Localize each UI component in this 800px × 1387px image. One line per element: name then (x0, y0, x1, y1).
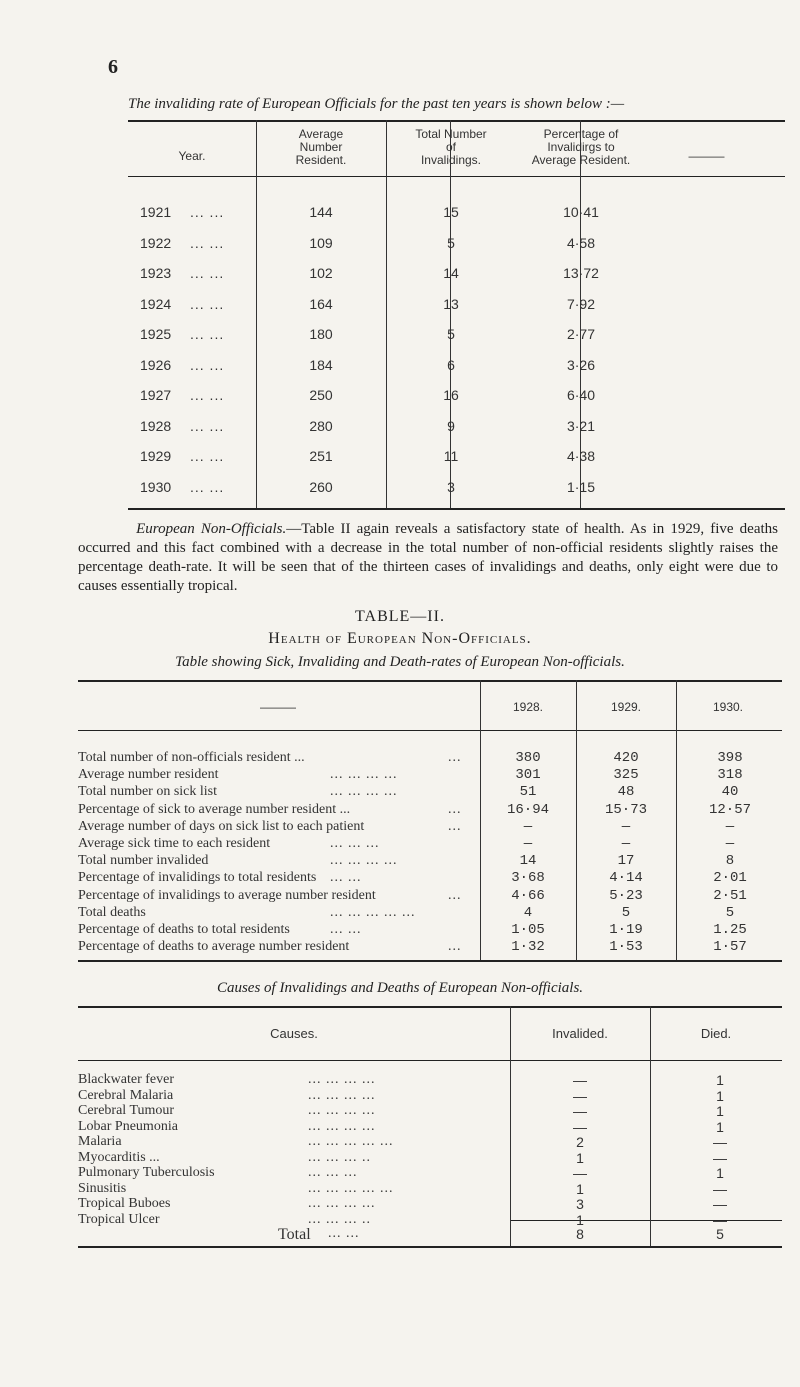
paragraph-text: —Table II again reveals a satisfactory state of health. As in 1929, five deaths occurred and this fact combined with a decrease in the total number of non-official residents slightly raises the percentage death-rate. It will be seen that of the thirteen cases of invalidings and deaths, only eight were due to causes essentially tropical. (78, 521, 778, 594)
died-cell: 1 (716, 1165, 724, 1181)
table3-caption: Causes of Invalidings and Deaths of European Non-officials. (216, 980, 584, 996)
leader-dots: ... ... ... ... (308, 1118, 376, 1134)
value-cell: 14 (519, 853, 537, 870)
table-row (78, 784, 782, 802)
table-row (128, 387, 785, 419)
year-cell: 1923 (140, 265, 172, 281)
leader-dots: ... (448, 887, 462, 903)
row-label-text: Average number resident (78, 767, 219, 783)
value-cell: 17 (617, 853, 635, 870)
table-row (128, 448, 785, 480)
table-row (128, 418, 785, 450)
table-row (78, 853, 782, 871)
average-cell: 109 (309, 234, 333, 251)
year-cell: 1926 (140, 356, 172, 373)
invaliding-table (128, 120, 785, 510)
died-cell: 1 (716, 1072, 724, 1088)
value-cell: 1·05 (511, 922, 545, 938)
leader-dots: ... ... (190, 326, 225, 342)
value-cell: 1·32 (511, 939, 545, 956)
value-cell: 1·57 (713, 939, 747, 956)
row-label (78, 922, 478, 938)
total-cell: 6 (447, 356, 455, 373)
table-row (128, 357, 785, 389)
cause-text: Cerebral Tumour (78, 1103, 175, 1118)
value-cell: — (725, 836, 735, 852)
leader-dots: ... ... (330, 870, 362, 886)
percentage-cell: 4·58 (566, 234, 596, 251)
table-row (78, 819, 782, 837)
table-row (128, 235, 785, 267)
table-row (78, 1088, 782, 1105)
header-average-line: Number (299, 140, 343, 154)
value-cell: — (621, 836, 631, 852)
table-row (78, 1119, 782, 1136)
percentage-cell: 3·26 (566, 356, 596, 373)
leader-dots: ... ... (328, 1226, 360, 1241)
invalided-cell: 1 (576, 1211, 584, 1228)
value-cell: 40 (721, 784, 739, 801)
non-officials-paragraph (78, 520, 778, 596)
cause-text: Lobar Pneumonia (78, 1118, 178, 1134)
value-cell: 301 (515, 767, 541, 784)
table-row (78, 922, 782, 940)
invalided-cell: 3 (576, 1196, 584, 1212)
header-1930: 1930. (712, 700, 744, 714)
invalided-cell: — (573, 1118, 587, 1135)
header-pct-line: Invalidirgs to (547, 140, 615, 154)
top-rule (78, 1006, 782, 1008)
header-year: Year. (178, 149, 206, 163)
average-cell: 180 (309, 326, 333, 342)
leader-dots: ... ... ... ... (308, 1087, 376, 1103)
header-average-line: Average (298, 127, 344, 141)
total-invalided: 8 (576, 1226, 584, 1242)
cause-label (78, 1072, 508, 1088)
cause-text: Tropical Ulcer (78, 1211, 160, 1227)
cause-text: Tropical Buboes (78, 1196, 171, 1211)
leader-dots: ... ... ... ... (330, 767, 398, 783)
header-blank: ——— (688, 149, 725, 163)
total-died: 5 (716, 1226, 724, 1242)
leader-dots: ... ... ... ... (308, 1072, 376, 1087)
leader-dots: ... (448, 801, 462, 817)
header-total-line: Total Number (415, 127, 487, 141)
total-cell: 9 (447, 417, 455, 434)
row-label-text: Percentage of sick to average number resident ... (78, 801, 351, 817)
row-label (78, 853, 478, 869)
value-cell: 15·73 (604, 801, 647, 818)
health-table (78, 680, 782, 962)
value-cell: — (523, 818, 533, 835)
table2-title: TABLE—II. (355, 608, 445, 625)
invalided-cell: — (573, 1072, 587, 1088)
bottom-rule (78, 1246, 782, 1248)
average-cell: 280 (309, 417, 333, 434)
leader-dots: ... ... ... ... (308, 1196, 376, 1211)
row-label-text: Percentage of deaths to average number resident (78, 939, 350, 955)
invalided-cell: 1 (576, 1180, 584, 1197)
cause-text: Pulmonary Tuberculosis (78, 1165, 215, 1180)
leader-dots: ... ... (190, 265, 225, 281)
table-row (78, 802, 782, 820)
invalided-cell: — (573, 1165, 587, 1181)
table-row (78, 1196, 782, 1213)
leader-dots: ... ... ... ... (330, 784, 398, 800)
value-cell: 3·68 (511, 870, 545, 887)
percentage-cell: 1·15 (566, 478, 596, 495)
leader-dots: ... ... (330, 922, 362, 937)
value-cell: 4·66 (511, 887, 545, 904)
leader-dots: ... ... ... (308, 1165, 358, 1180)
row-label (78, 784, 478, 800)
died-cell: — (713, 1180, 727, 1197)
leader-dots: ... ... ... ... ... (308, 1180, 394, 1196)
table-row (78, 1150, 782, 1167)
year-cell: 1928 (140, 417, 172, 434)
cause-label (78, 1119, 508, 1135)
year-cell: 1930 (140, 478, 172, 495)
cause-label (78, 1196, 508, 1212)
total-cell: 14 (443, 265, 459, 281)
table-row (128, 265, 785, 297)
average-cell: 251 (309, 448, 333, 464)
cause-text: Cerebral Malaria (78, 1087, 174, 1103)
table-row (78, 1181, 782, 1198)
died-cell: — (713, 1134, 727, 1150)
leader-dots: ... ... ... ... ... (308, 1134, 394, 1149)
value-cell: 12·57 (708, 801, 751, 818)
header-1929: 1929. (610, 700, 642, 714)
cause-label (78, 1134, 508, 1150)
top-rule (128, 120, 785, 122)
value-cell: 420 (613, 750, 639, 766)
table-row (128, 204, 785, 236)
total-cell: 15 (443, 204, 459, 220)
leader-dots: ... (448, 818, 462, 834)
total-cell: 5 (447, 234, 455, 251)
died-cell: — (713, 1211, 727, 1228)
value-cell: 1·19 (609, 922, 643, 938)
year-cell: 1929 (140, 448, 172, 464)
leader-dots: ... ... (190, 478, 225, 495)
row-label (78, 802, 478, 818)
table-row (78, 836, 782, 854)
invalided-cell: — (573, 1087, 587, 1104)
row-label (78, 750, 478, 766)
cause-text: Malaria (78, 1134, 122, 1149)
row-label (78, 905, 478, 921)
average-cell: 184 (309, 356, 333, 373)
leader-dots: ... ... ... .. (308, 1211, 371, 1227)
table-row (78, 939, 782, 957)
row-label (78, 836, 478, 852)
leader-dots: ... ... (190, 448, 225, 464)
value-cell: 5·23 (609, 887, 643, 904)
average-cell: 144 (309, 204, 333, 220)
intro-text: The invaliding rate of European Officials for the past ten years is shown below :— (128, 96, 625, 112)
died-cell: — (713, 1149, 727, 1166)
leader-dots: ... ... ... ... (330, 853, 398, 869)
value-cell: 5 (621, 904, 631, 921)
table-row (78, 1165, 782, 1182)
value-cell: 325 (613, 767, 639, 784)
total-cell: 16 (443, 387, 459, 403)
header-died: Died. (700, 1026, 732, 1041)
row-label-text: Total deaths (78, 904, 146, 920)
table-row (78, 905, 782, 923)
header-total-line: of (445, 140, 456, 154)
row-label (78, 939, 478, 955)
table-row (78, 1072, 782, 1089)
value-cell: 1·53 (609, 939, 643, 956)
bottom-rule (78, 960, 782, 962)
average-cell: 250 (309, 387, 333, 403)
cause-text: Sinusitis (78, 1180, 127, 1196)
percentage-cell: 4·38 (566, 448, 596, 464)
cause-text: Blackwater fever (78, 1072, 174, 1087)
average-cell: 102 (309, 265, 333, 281)
invalided-cell: — (573, 1103, 587, 1119)
value-cell: 318 (717, 767, 743, 784)
header-pct-line: Average Resident. (531, 153, 631, 167)
total-row (78, 1226, 782, 1243)
leader-dots: ... ... (190, 204, 225, 220)
table-row (78, 1134, 782, 1151)
row-label-text: Average sick time to each resident (78, 836, 271, 851)
leader-dots: ... (448, 750, 462, 765)
header-rule (78, 1060, 782, 1061)
header-blank: ——— (260, 700, 296, 714)
died-cell: 1 (716, 1118, 724, 1135)
value-cell: 2·01 (713, 870, 747, 887)
row-label-text: Percentage of deaths to total residents (78, 922, 290, 937)
value-cell: 51 (519, 784, 537, 801)
value-cell: 16·94 (506, 801, 549, 818)
value-cell: — (621, 818, 631, 835)
percentage-cell: 13·72 (563, 265, 599, 281)
died-cell: 1 (716, 1103, 724, 1119)
header-total-line: Invalidings. (420, 153, 482, 167)
table2-subtitle: Health of European Non-Officials. (268, 630, 532, 647)
died-cell: 1 (716, 1087, 724, 1104)
leader-dots: ... ... (190, 356, 225, 373)
year-cell: 1924 (140, 295, 172, 312)
header-causes: Causes. (270, 1026, 318, 1041)
leader-dots: ... ... ... (330, 836, 380, 851)
page-number: 6 (108, 56, 118, 78)
year-cell: 1927 (140, 387, 172, 403)
percentage-cell: 6·40 (566, 387, 596, 403)
row-label-text: Average number of days on sick list to each patient (78, 818, 365, 834)
leader-dots: ... ... (190, 295, 225, 312)
died-cell: — (713, 1196, 727, 1212)
leader-dots: ... ... (190, 234, 225, 251)
row-label-text: Total number on sick list (78, 784, 218, 800)
row-label (78, 819, 478, 835)
value-cell: 1.25 (713, 922, 747, 938)
row-label-text: Total number of non-officials resident ... (78, 750, 305, 765)
year-cell: 1921 (140, 204, 172, 220)
header-1928: 1928. (512, 700, 544, 714)
percentage-cell: 10·41 (563, 204, 599, 220)
total-cell: 5 (447, 326, 455, 342)
paragraph-lead: European Non-Officials. (136, 521, 287, 537)
total-cell: 3 (447, 478, 455, 495)
invalided-cell: 1 (576, 1149, 584, 1166)
value-cell: 380 (515, 750, 541, 766)
cause-label (78, 1103, 508, 1119)
row-label-text: Percentage of invalidings to total residents (78, 870, 317, 886)
leader-dots: ... ... (190, 417, 225, 434)
leader-dots: ... ... ... ... (308, 1103, 376, 1118)
cause-label (78, 1181, 508, 1197)
row-label (78, 767, 478, 783)
percentage-cell: 7·92 (566, 295, 596, 312)
leader-dots: ... ... ... ... ... (330, 904, 416, 920)
year-cell: 1925 (140, 326, 172, 342)
header-average-line: Resident. (295, 153, 347, 167)
percentage-cell: 2·77 (566, 326, 596, 342)
value-cell: — (725, 818, 735, 835)
value-cell: 398 (717, 750, 743, 766)
header-average (256, 128, 386, 167)
value-cell: 5 (725, 904, 735, 921)
leader-dots: ... (448, 939, 462, 955)
header-total (386, 128, 516, 167)
header-pct-line: Percentage of (543, 127, 619, 141)
table-row (128, 479, 785, 511)
invalided-cell: 2 (576, 1134, 584, 1150)
percentage-cell: 3·21 (566, 417, 596, 434)
header-rule (128, 176, 785, 177)
cause-label (78, 1088, 508, 1104)
table-row (78, 1103, 782, 1120)
row-label-text: Total number invalided (78, 853, 209, 869)
row-label-text: Percentage of invalidings to average number resident (78, 887, 376, 903)
total-cell: 11 (443, 448, 459, 464)
row-label (78, 870, 478, 886)
cause-label (78, 1150, 508, 1166)
value-cell: 4 (523, 904, 533, 921)
row-label (78, 888, 478, 904)
average-cell: 260 (309, 478, 333, 495)
average-cell: 164 (309, 295, 333, 312)
table-row (128, 326, 785, 358)
table2-caption: Table showing Sick, Invaliding and Death-rates of European Non-officials. (175, 654, 625, 670)
table-row (128, 296, 785, 328)
value-cell: 4·14 (609, 870, 643, 887)
cause-text: Myocarditis ... (78, 1149, 160, 1165)
year-cell: 1922 (140, 234, 172, 251)
leader-dots: ... ... (190, 387, 225, 403)
total-cell: 13 (443, 295, 459, 312)
table-row (78, 888, 782, 906)
header-invalided: Invalided. (552, 1026, 608, 1041)
header-percentage (516, 128, 646, 167)
table-row (78, 767, 782, 785)
causes-table (78, 1006, 782, 1248)
total-label: Total (278, 1226, 311, 1243)
table-row (78, 750, 782, 768)
value-cell: 48 (617, 784, 635, 801)
cause-label (78, 1165, 508, 1181)
leader-dots: ... ... ... .. (308, 1149, 371, 1165)
value-cell: 8 (725, 853, 735, 870)
value-cell: — (523, 836, 533, 852)
table-row (78, 870, 782, 888)
value-cell: 2·51 (713, 887, 747, 904)
